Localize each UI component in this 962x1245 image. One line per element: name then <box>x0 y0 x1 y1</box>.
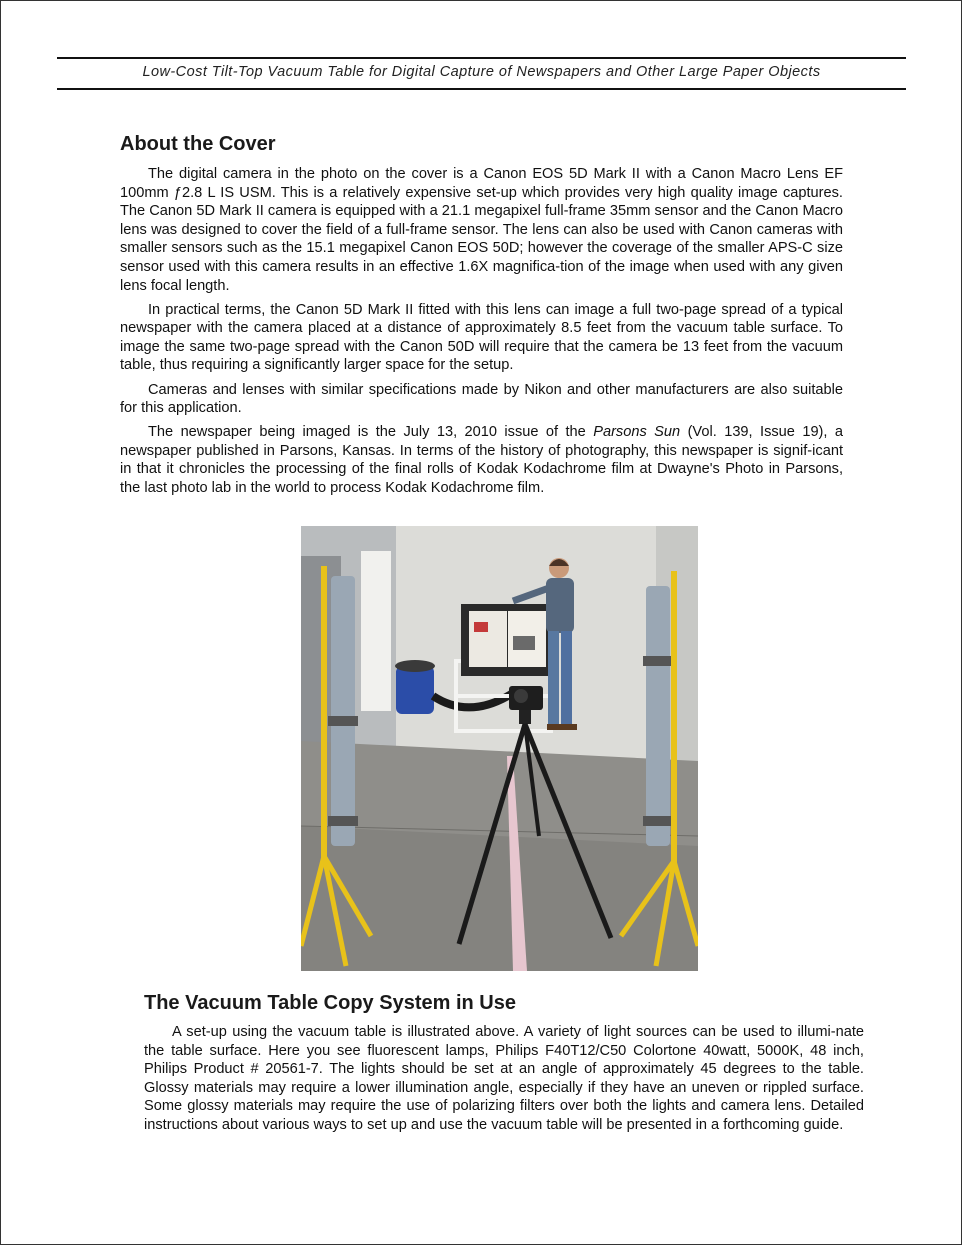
photo-person-leg <box>548 631 559 726</box>
header-rule-bottom <box>57 88 906 90</box>
photo-doorway <box>361 551 391 711</box>
running-head: Low-Cost Tilt-Top Vacuum Table for Digital Capture of Newspapers and Other Large Paper Objects <box>142 64 821 80</box>
photo-person-leg <box>561 631 572 726</box>
photo-right-lamp-tape <box>643 816 673 826</box>
photo-vacuum-lid <box>395 660 435 672</box>
paragraph: Cameras and lenses with similar specifications made by Nikon and other manufacturers are also suitable for this application. <box>120 381 843 417</box>
photo-left-lamp-tape <box>328 816 358 826</box>
about-cover-body <box>120 165 843 503</box>
photo-vacuum <box>396 666 434 714</box>
paragraph <box>120 423 843 497</box>
paragraph-text: The newspaper being imaged is the July 13, 2010 issue of the <box>148 424 594 441</box>
photo-tripod-head <box>519 710 531 724</box>
newspaper-title: Parsons Sun <box>593 424 681 441</box>
photo-newspaper-photo <box>474 622 488 632</box>
copy-system-body <box>144 1023 864 1140</box>
photo-left-lamp <box>331 576 355 846</box>
section-heading-copy-system: The Vacuum Table Copy System in Use <box>144 992 516 1014</box>
paragraph: In practical terms, the Canon 5D Mark II fitted with this lens can image a full two-page spread of a typical newspaper with the camera placed at a distance of approximately 8.5 feet from the vacuum table surface. To image the same two-page spread with the Canon 50D will require that the camera be 13 feet from the vacuum table, thus requiring a significantly larger space for the setup. <box>120 301 843 374</box>
photo-camera-lens <box>514 689 528 703</box>
photo-right-lamp-tape <box>643 656 673 666</box>
photo-newspaper-left <box>469 611 507 667</box>
paragraph: The digital camera in the photo on the cover is a Canon EOS 5D Mark II with a Canon Macro Lens EF 100mm ƒ2.8 L IS USM. This is a relatively expensive set-up which provides very high quality image captures. The Canon 5D Mark II camera is equipped with a 21.1 megapixel full-frame 35mm sensor and the Canon Macro lens was designed to cover the field of a full-frame sensor. The lens can also be used with Canon cameras with smaller sensors such as the 15.1 megapixel Canon EOS 50D; however the coverage of the smaller APS-C size sensor used with this camera results in an effective 1.6X magnifica-tion of the image when used with any given lens focal length. <box>120 166 843 294</box>
cover-photo <box>301 526 698 971</box>
photo-newspaper-photo <box>513 636 535 650</box>
photo-left-lamp-tape <box>328 716 358 726</box>
photo-person-shoe <box>547 724 561 730</box>
photo-right-stand-pole <box>671 571 677 871</box>
photo-person-shoe <box>561 724 577 730</box>
paragraph-text: (Vol. 139, Issue 19), a newspaper published in Parsons, Kansas. In terms of the history of photography, this newspaper is signif-icant in that it chronicles the processing of the final rolls of Kodak Kodachrome film at Dwayne's Photo in Parsons, the last photo lab in the world to process Kodak Kodachrome film. <box>120 424 844 496</box>
section-heading-about-cover: About the Cover <box>120 133 276 155</box>
header-rule-top <box>57 57 906 59</box>
paragraph: A set-up using the vacuum table is illustrated above. A variety of light sources can be used to illumi-nate the table surface. Here you see fluorescent lamps, Philips F40T12/C50 Colortone 40watt, 5000K, 48 inch, Philips Product # 20561-7. The lights should be set at an angle of approximately 45 degrees to the table. Glossy materials may require a lower illumination angle, especially if they have an uneven or rippled surface. Some glossy materials may require the use of polarizing filters over both the lights and camera lens. Detailed instructions about various ways to set up and use the vacuum table will be presented in a forthcoming guide. <box>144 1024 864 1133</box>
photo-right-lamp <box>646 586 670 846</box>
photo-floor-shade <box>301 826 698 971</box>
photo-person-torso <box>546 578 574 633</box>
photo-left-stand-pole <box>321 566 327 866</box>
